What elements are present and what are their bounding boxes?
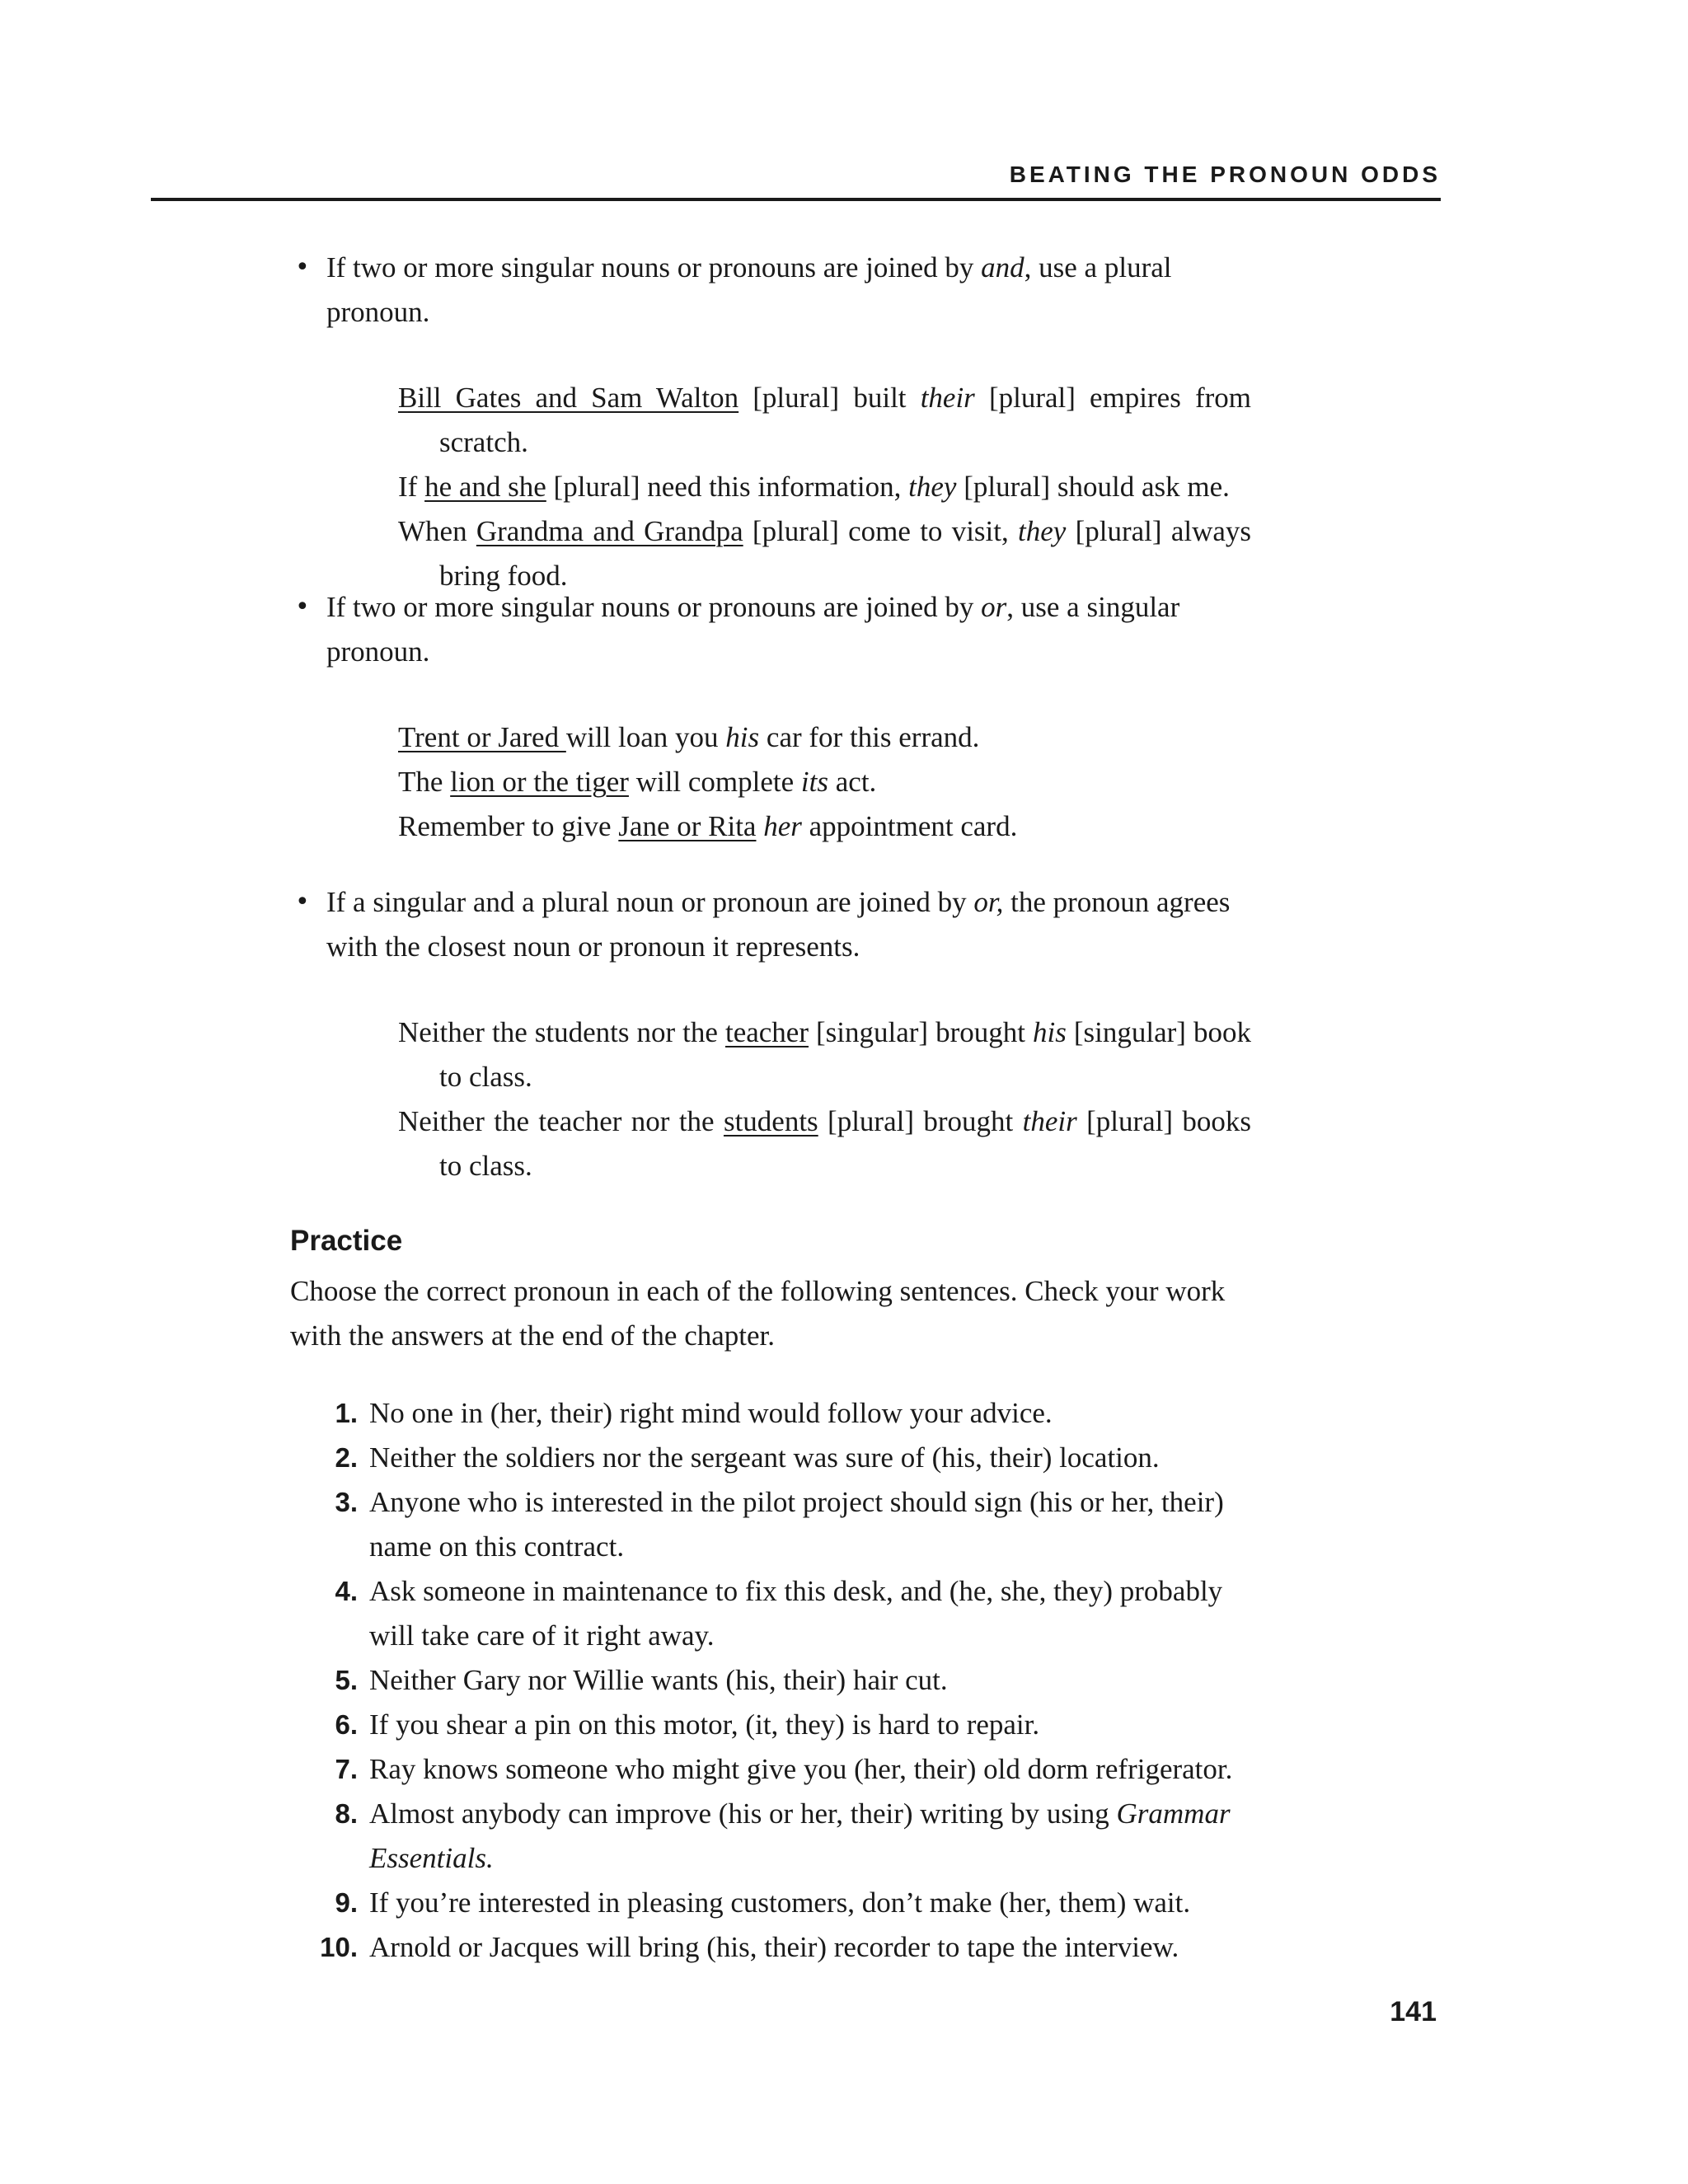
- example-sentence: Neither the teacher nor the students [plural] brought their [plural] books to class.: [398, 1105, 1252, 1182]
- rule-bullet: [295, 585, 1250, 674]
- rule-text: , use a singular pronoun.: [326, 591, 1180, 668]
- rule-emphasis: and: [981, 251, 1025, 284]
- item-text: Ask someone in maintenance to fix this desk, and (he, she, they) probably will take care of it right away.: [369, 1575, 1223, 1652]
- rule-emphasis: or: [981, 591, 1007, 623]
- item-text: Ray knows someone who might give you (her, their) old dorm refrigerator.: [369, 1753, 1233, 1785]
- item-number: 2.: [335, 1442, 358, 1473]
- rule-emphasis: or,: [973, 886, 1004, 918]
- practice-list: [280, 1391, 1251, 1970]
- practice-intro: Choose the correct pronoun in each of the following sentences. Check your work with the answers at the end of the chapter.: [290, 1275, 1226, 1352]
- list-item: [280, 1436, 1251, 1480]
- item-text: Arnold or Jacques will bring (his, their) recorder to tape the interview.: [369, 1931, 1179, 1963]
- example-sentence: Trent or Jared will loan you his car for this errand.: [398, 721, 980, 753]
- list-item: [280, 1881, 1251, 1925]
- item-number: 4.: [335, 1576, 358, 1606]
- example-block: [398, 1010, 1251, 1188]
- rule-text: If two or more singular nouns or pronouns are joined by: [326, 591, 982, 623]
- item-number: 10.: [320, 1932, 358, 1962]
- example-sentence: When Grandma and Grandpa [plural] come to visit, they [plural] always bring food.: [398, 515, 1252, 592]
- rule-bullet: [295, 880, 1250, 969]
- page-number: 141: [1390, 1996, 1437, 2027]
- item-number: 8.: [335, 1798, 358, 1829]
- list-item: [280, 1792, 1251, 1881]
- list-item: [280, 1703, 1251, 1747]
- bullet-icon: •: [295, 888, 310, 916]
- item-text: Almost anybody can improve (his or her, their) writing by using: [369, 1797, 1117, 1830]
- example-block: [398, 715, 1251, 849]
- rule-bullet: [295, 246, 1250, 335]
- item-text: No one in (her, their) right mind would follow your advice.: [369, 1397, 1053, 1429]
- item-text: If you shear a pin on this motor, (it, they) is hard to repair.: [369, 1708, 1040, 1741]
- item-number: 7.: [335, 1754, 358, 1784]
- example-sentence: Neither the students nor the teacher [singular] brought his [singular] book to class.: [398, 1016, 1251, 1093]
- rule-text: the pronoun agrees with the closest noun or pronoun it represents.: [326, 886, 1231, 963]
- item-number: 5.: [335, 1665, 358, 1695]
- example-sentence: If he and she [plural] need this information, they [plural] should ask me.: [398, 471, 1230, 503]
- list-item: [280, 1658, 1251, 1703]
- item-number: 1.: [335, 1398, 358, 1428]
- rule-text: If two or more singular nouns or pronouns are joined by: [326, 251, 982, 284]
- example-block: [398, 376, 1251, 598]
- item-number: 6.: [335, 1709, 358, 1740]
- example-sentence: Bill Gates and Sam Walton [plural] built their [plural] empires from scratch.: [398, 382, 1252, 458]
- item-text: If you’re interested in pleasing customers, don’t make (her, them) wait.: [369, 1886, 1191, 1919]
- bullet-icon: •: [295, 253, 310, 282]
- bullet-icon: •: [295, 593, 310, 621]
- item-text: Neither Gary nor Willie wants (his, their) hair cut.: [369, 1664, 948, 1696]
- item-text: Neither the soldiers nor the sergeant was sure of (his, their) location.: [369, 1441, 1160, 1474]
- example-sentence: The lion or the tiger will complete its act.: [398, 766, 877, 798]
- running-title: BEATING THE PRONOUN ODDS: [1009, 162, 1441, 187]
- rule-text: If a singular and a plural noun or pronoun are joined by: [326, 886, 974, 918]
- list-item: [280, 1569, 1251, 1658]
- book-title: Grammar Essentials.: [369, 1797, 1231, 1874]
- running-header: [151, 162, 1441, 201]
- list-item: [280, 1925, 1251, 1970]
- list-item: [280, 1747, 1251, 1792]
- rule-text: , use a plural pronoun.: [326, 251, 1172, 328]
- list-item: [280, 1480, 1251, 1569]
- practice-heading: Practice: [290, 1225, 403, 1257]
- item-number: 3.: [335, 1487, 358, 1517]
- example-sentence: Remember to give Jane or Rita her appointment card.: [398, 810, 1018, 842]
- item-number: 9.: [335, 1887, 358, 1918]
- list-item: [280, 1391, 1251, 1436]
- item-text: Anyone who is interested in the pilot project should sign (his or her, their) name on this contract.: [369, 1486, 1224, 1563]
